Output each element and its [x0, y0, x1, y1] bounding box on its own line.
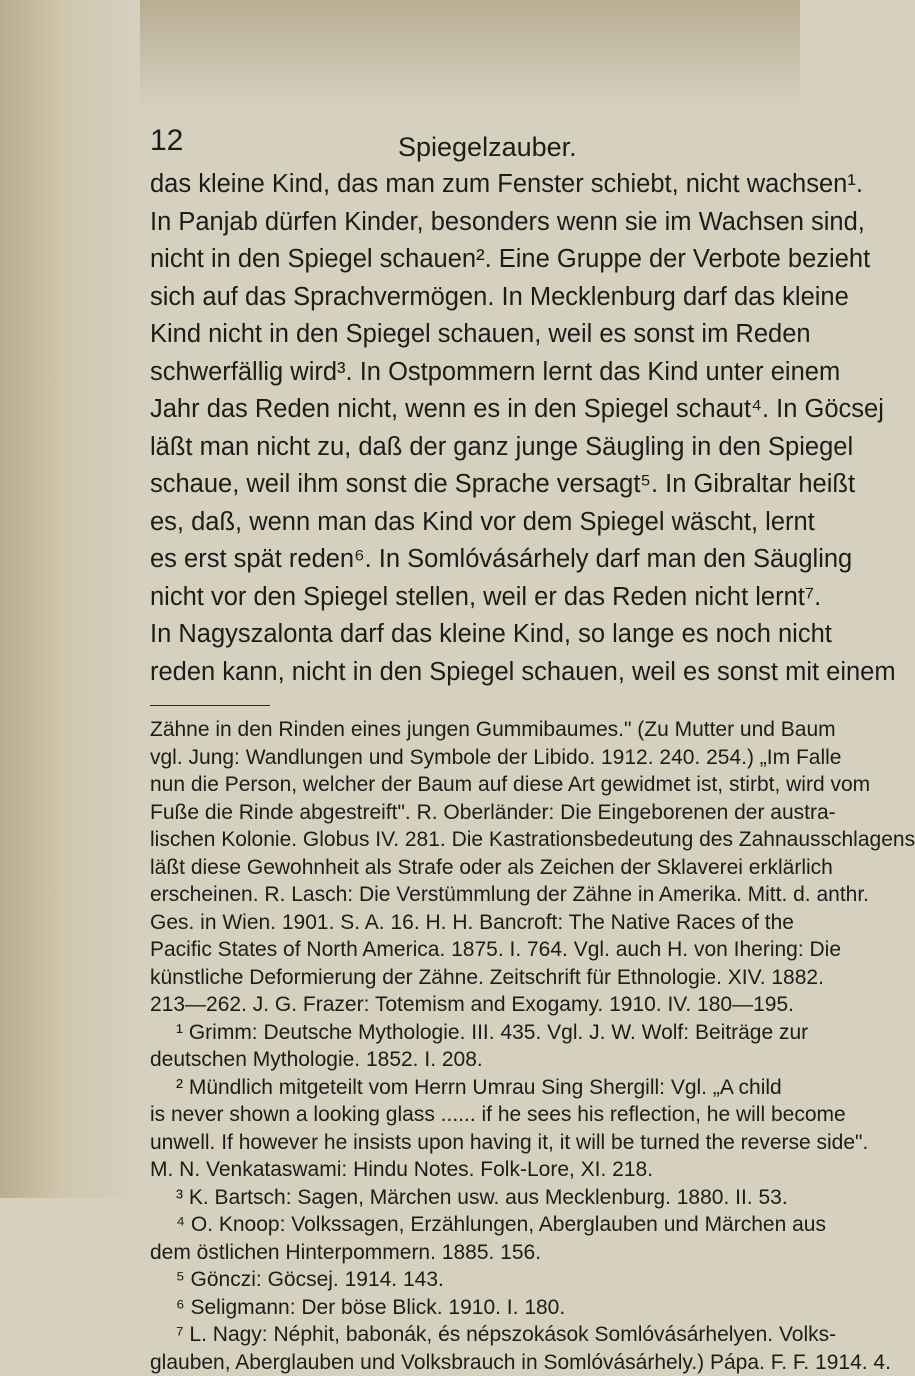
book-page — [150, 118, 775, 1376]
body-line: In Panjab dürfen Kinder, besonders wenn sie im Wachsen sind, — [150, 204, 775, 242]
body-line: nicht vor den Spiegel stellen, weil er das Reden nicht lernt⁷. — [150, 579, 775, 617]
running-title: Spiegelzauber. — [398, 132, 577, 163]
footnote-line: dem östlichen Hinterpommern. 1885. 156. — [150, 1239, 775, 1267]
footnote-line: Pacific States of North America. 1875. I. 764. Vgl. auch H. von Ihering: Die — [150, 936, 775, 964]
body-line: das kleine Kind, das man zum Fenster schiebt, nicht wachsen¹. — [150, 166, 775, 204]
footnote-line: glauben, Aberglauben und Volksbrauch in Somlóvásárhely.) Pápa. F. F. 1914. 4. — [150, 1349, 775, 1376]
footnote-line: ⁵ Gönczi: Göcsej. 1914. 143. — [150, 1266, 775, 1294]
footnote-line: vgl. Jung: Wandlungen und Symbole der Libido. 1912. 240. 254.) „Im Falle — [150, 744, 775, 772]
body-text — [150, 166, 775, 691]
footnote-line: ⁶ Seligmann: Der böse Blick. 1910. I. 180. — [150, 1294, 775, 1322]
footnote-line: is never shown a looking glass ...... if he sees his reflection, he will become — [150, 1101, 775, 1129]
footnote-line: ³ K. Bartsch: Sagen, Märchen usw. aus Mecklenburg. 1880. II. 53. — [150, 1184, 775, 1212]
body-line: sich auf das Sprachvermögen. In Mecklenburg darf das kleine — [150, 279, 775, 317]
footnote-line: lischen Kolonie. Globus IV. 281. Die Kastrationsbedeutung des Zahnausschlagens — [150, 826, 775, 854]
body-line: schaue, weil ihm sonst die Sprache versagt⁵. In Gibraltar heißt — [150, 466, 775, 504]
footnote-line: Zähne in den Rinden eines jungen Gummibaumes." (Zu Mutter und Baum — [150, 716, 775, 744]
footnote-line: unwell. If however he insists upon having it, it will be turned the reverse side". — [150, 1129, 775, 1157]
footnote-rule — [150, 705, 270, 706]
footnote-line: Fuße die Rinde abgestreift". R. Oberländer: Die Eingeborenen der austra- — [150, 799, 775, 827]
page-edge-shadow — [0, 0, 140, 1198]
footnote-line: 213—262. J. G. Frazer: Totemism and Exogamy. 1910. IV. 180—195. — [150, 991, 775, 1019]
footnote-line: deutschen Mythologie. 1852. I. 208. — [150, 1046, 775, 1074]
body-line: Kind nicht in den Spiegel schauen, weil es sonst im Reden — [150, 316, 775, 354]
body-line: reden kann, nicht in den Spiegel schauen, weil es sonst mit einem — [150, 654, 775, 692]
body-line: nicht in den Spiegel schauen². Eine Gruppe der Verbote bezieht — [150, 241, 775, 279]
page-header — [150, 118, 775, 166]
footnote-line: nun die Person, welcher der Baum auf diese Art gewidmet ist, stirbt, wird vom — [150, 771, 775, 799]
footnote-line: künstliche Deformierung der Zähne. Zeitschrift für Ethnologie. XIV. 1882. — [150, 964, 775, 992]
body-line: es erst spät reden⁶. In Somlóvásárhely darf man den Säugling — [150, 541, 775, 579]
footnote-line: M. N. Venkataswami: Hindu Notes. Folk-Lore, XI. 218. — [150, 1156, 775, 1184]
footnote-line: ² Mündlich mitgeteilt vom Herrn Umrau Sing Shergill: Vgl. „A child — [150, 1074, 775, 1102]
body-line: läßt man nicht zu, daß der ganz junge Säugling in den Spiegel — [150, 429, 775, 467]
page-number: 12 — [150, 124, 183, 158]
footnote-line: ⁷ L. Nagy: Néphit, babonák, és népszokások Somlóvásárhelyen. Volks- — [150, 1321, 775, 1349]
footnote-line: ¹ Grimm: Deutsche Mythologie. III. 435. Vgl. J. W. Wolf: Beiträge zur — [150, 1019, 775, 1047]
body-line: schwerfällig wird³. In Ostpommern lernt das Kind unter einem — [150, 354, 775, 392]
body-line: es, daß, wenn man das Kind vor dem Spiegel wäscht, lernt — [150, 504, 775, 542]
footnote-line: ⁴ O. Knoop: Volkssagen, Erzählungen, Aberglauben und Märchen aus — [150, 1211, 775, 1239]
footnote-line: erscheinen. R. Lasch: Die Verstümmlung der Zähne in Amerika. Mitt. d. anthr. — [150, 881, 775, 909]
body-line: Jahr das Reden nicht, wenn es in den Spiegel schaut⁴. In Göcsej — [150, 391, 775, 429]
body-line: In Nagyszalonta darf das kleine Kind, so lange es noch nicht — [150, 616, 775, 654]
footnote-line: Ges. in Wien. 1901. S. A. 16. H. H. Bancroft: The Native Races of the — [150, 909, 775, 937]
footnotes — [150, 716, 775, 1376]
footnote-line: läßt diese Gewohnheit als Strafe oder als Zeichen der Sklaverei erklärlich — [150, 854, 775, 882]
